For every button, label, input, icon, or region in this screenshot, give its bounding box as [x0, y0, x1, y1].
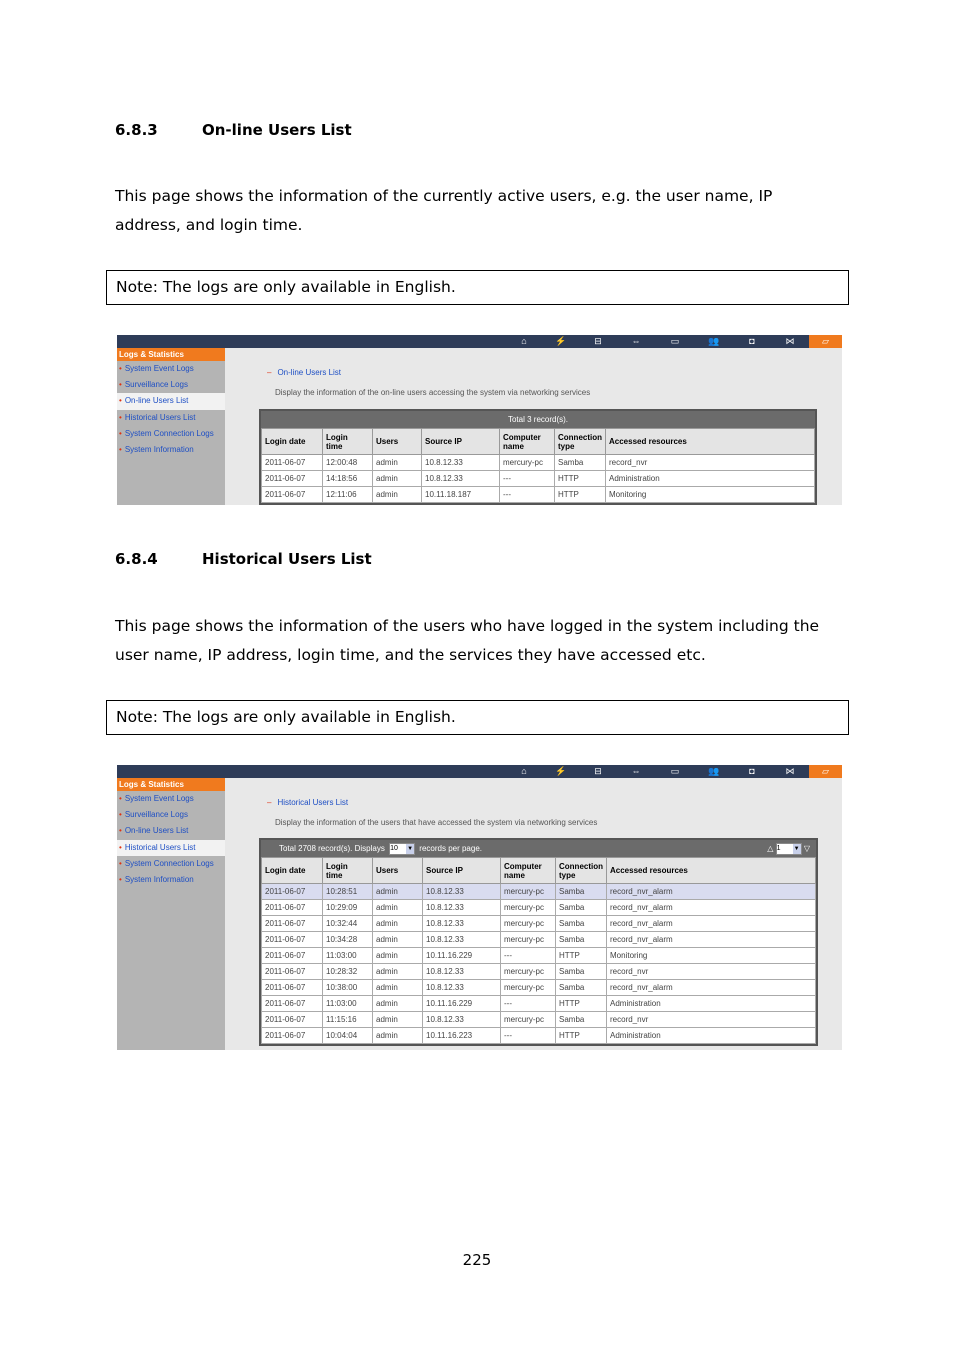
next-page-icon[interactable]: ▽: [803, 844, 810, 853]
table-cell: HTTP: [556, 1028, 607, 1044]
paragraph-line: This page shows the information of the currently active users, e.g. the user name, IP: [115, 187, 773, 205]
table-cell: admin: [373, 900, 423, 916]
page-nav: [767, 840, 810, 857]
online-users-table: [259, 409, 817, 505]
page-description: Display the information of the on-line users accessing the system via networking services: [275, 388, 591, 397]
per-page-label: records per page.: [419, 844, 482, 853]
table-cell: Administration: [606, 471, 815, 487]
section-number: 6.8.3: [115, 121, 158, 139]
section-heading-online-users: [115, 121, 352, 139]
column-header[interactable]: Source IP: [422, 429, 500, 455]
column-header[interactable]: Connection type: [555, 429, 606, 455]
table-row[interactable]: [262, 1028, 816, 1044]
table-row[interactable]: [262, 455, 815, 471]
table-cell: admin: [373, 964, 423, 980]
main-panel: [225, 778, 842, 1050]
table-cell: 10.8.12.33: [423, 916, 501, 932]
table-cell: 14:18:56: [323, 471, 373, 487]
table-cell: 2011-06-07: [262, 471, 323, 487]
table-cell: 2011-06-07: [262, 964, 323, 980]
paragraph-line: user name, IP address, login time, and the services they have accessed etc.: [115, 646, 706, 664]
table-cell: 10.8.12.33: [423, 900, 501, 916]
table-cell: admin: [373, 932, 423, 948]
table-row[interactable]: [262, 932, 816, 948]
table-cell: admin: [373, 1012, 423, 1028]
per-page-select[interactable]: 10 ▼: [389, 843, 415, 855]
breadcrumb: – On-line Users List: [267, 368, 342, 377]
table-cell: admin: [373, 980, 423, 996]
table-cell: Administration: [607, 1028, 816, 1044]
table-cell: mercury-pc: [501, 1012, 556, 1028]
column-header[interactable]: Login date: [262, 858, 323, 884]
table-cell: record_nvr_alarm: [607, 932, 816, 948]
table-cell: Administration: [607, 996, 816, 1012]
table-cell: admin: [373, 884, 423, 900]
table-cell: admin: [373, 996, 423, 1012]
table-cell: 2011-06-07: [262, 1012, 323, 1028]
sidebar-item-system-information[interactable]: • System Information: [119, 444, 194, 454]
table-cell: admin: [373, 471, 422, 487]
table-row[interactable]: [262, 996, 816, 1012]
sidebar-item-system-connection-logs[interactable]: • System Connection Logs: [119, 858, 214, 868]
table-cell: admin: [373, 948, 423, 964]
table-cell: Monitoring: [606, 487, 815, 503]
historical-users-screenshot: [117, 765, 842, 1050]
breadcrumb: – Historical Users List: [267, 798, 349, 807]
applications-icon[interactable]: ▭: [670, 336, 680, 346]
table-cell: Samba: [556, 980, 607, 996]
table-cell: 10.8.12.33: [423, 1012, 501, 1028]
section-heading-historical-users: [115, 550, 372, 568]
paragraph-line: This page shows the information of the users who have logged in the system including the: [115, 617, 820, 635]
sidebar-item-system-information[interactable]: • System Information: [119, 874, 194, 884]
table-cell: record_nvr_alarm: [607, 900, 816, 916]
table-cell: Samba: [556, 916, 607, 932]
column-header[interactable]: Accessed resources: [606, 429, 815, 455]
page-description: Display the information of the users that have accessed the system via networking services: [275, 818, 598, 827]
table-cell: 2011-06-07: [262, 900, 323, 916]
table-cell: 2011-06-07: [262, 455, 323, 471]
table-cell: HTTP: [555, 487, 606, 503]
top-toolbar: [117, 765, 842, 778]
table-cell: 2011-06-07: [262, 996, 323, 1012]
column-header[interactable]: Accessed resources: [607, 858, 816, 884]
table-cell: 2011-06-07: [262, 487, 323, 503]
table-cell: HTTP: [556, 948, 607, 964]
table-cell: 10.8.12.33: [423, 964, 501, 980]
section-paragraph: [115, 612, 855, 670]
home-icon[interactable]: ⌂: [521, 766, 527, 776]
pagination-bar: [261, 840, 816, 857]
section-paragraph: [115, 182, 855, 240]
table-cell: 10.8.12.33: [423, 884, 501, 900]
table-cell: 10:28:51: [323, 884, 373, 900]
table-row[interactable]: [262, 487, 815, 503]
table-cell: 10.11.16.229: [423, 948, 501, 964]
table-cell: 10.8.12.33: [423, 932, 501, 948]
network-service-icon[interactable]: ⇔: [631, 766, 641, 776]
backup-icon[interactable]: ◘: [749, 766, 755, 776]
sidebar-item-surveillance-logs[interactable]: • Surveillance Logs: [119, 380, 188, 390]
sidebar-item-system-event-logs[interactable]: • System Event Logs: [119, 364, 194, 373]
table-cell: Samba: [556, 884, 607, 900]
table-cell: record_nvr: [607, 1012, 816, 1028]
table-cell: 12:11:06: [323, 487, 373, 503]
table-cell: ---: [501, 948, 556, 964]
table-cell: 2011-06-07: [262, 884, 323, 900]
table-cell: 10:32:44: [323, 916, 373, 932]
users-icon[interactable]: 👥: [708, 766, 720, 776]
users-icon[interactable]: 👥: [708, 336, 720, 346]
table-cell: 10.11.18.187: [422, 487, 500, 503]
table-cell: 10:28:32: [323, 964, 373, 980]
table-cell: 2011-06-07: [262, 1028, 323, 1044]
table-cell: 11:03:00: [323, 996, 373, 1012]
table-cell: admin: [373, 487, 422, 503]
historical-users-table: [259, 838, 818, 1046]
table-cell: 2011-06-07: [262, 932, 323, 948]
table-row[interactable]: [262, 948, 816, 964]
column-header[interactable]: Computer name: [500, 429, 555, 455]
table-cell: 10:29:09: [323, 900, 373, 916]
table-cell: Samba: [555, 455, 606, 471]
table-cell: ---: [500, 487, 555, 503]
chevron-down-icon: ▼: [793, 845, 800, 852]
table-cell: ---: [501, 996, 556, 1012]
sidebar-title: Logs & Statistics: [117, 348, 225, 361]
network-icon[interactable]: ⚡: [555, 766, 567, 776]
table-cell: Samba: [556, 932, 607, 948]
logs-icon[interactable]: ⋈: [785, 766, 795, 776]
sidebar-item-historical-users-list[interactable]: • Historical Users List: [119, 412, 196, 422]
table-cell: 2011-06-07: [262, 980, 323, 996]
table-cell: mercury-pc: [501, 980, 556, 996]
column-header[interactable]: Login date: [262, 429, 323, 455]
note-box: Note: The logs are only available in English.: [106, 270, 849, 305]
sidebar-item-historical-users-list[interactable]: • Historical Users List: [117, 840, 225, 856]
table-row[interactable]: [262, 884, 816, 900]
table-cell: 10.8.12.33: [423, 980, 501, 996]
table-cell: Samba: [556, 964, 607, 980]
table-cell: 10:04:04: [323, 1028, 373, 1044]
table-row[interactable]: [262, 471, 815, 487]
device-icon[interactable]: ⊟: [594, 766, 602, 776]
home-icon[interactable]: ⌂: [521, 336, 527, 346]
table-cell: Samba: [556, 1012, 607, 1028]
record-count: Total 3 record(s).: [261, 411, 815, 428]
table-cell: admin: [373, 455, 422, 471]
column-header[interactable]: Source IP: [423, 858, 501, 884]
table-cell: record_nvr: [607, 964, 816, 980]
table-cell: admin: [373, 1028, 423, 1044]
column-header[interactable]: Computer name: [501, 858, 556, 884]
stats-icon[interactable]: ▱: [809, 765, 842, 778]
sidebar-item-system-connection-logs[interactable]: • System Connection Logs: [119, 428, 214, 438]
table-cell: 10.11.16.223: [423, 1028, 501, 1044]
sidebar-title: Logs & Statistics: [117, 778, 225, 791]
device-icon[interactable]: ⊟: [594, 336, 602, 346]
table-row[interactable]: [262, 980, 816, 996]
table-cell: 12:00:48: [323, 455, 373, 471]
table-cell: record_nvr_alarm: [607, 916, 816, 932]
page-number: 225: [462, 1251, 492, 1269]
table-cell: 2011-06-07: [262, 948, 323, 964]
main-panel: [225, 348, 842, 505]
table-cell: Monitoring: [607, 948, 816, 964]
sidebar: [117, 348, 225, 505]
table-cell: 11:03:00: [323, 948, 373, 964]
table-cell: 10.11.16.229: [423, 996, 501, 1012]
column-header[interactable]: Users: [373, 429, 422, 455]
table-cell: 2011-06-07: [262, 916, 323, 932]
sidebar: [117, 778, 225, 1050]
table-cell: mercury-pc: [501, 932, 556, 948]
network-icon[interactable]: ⚡: [555, 336, 567, 346]
section-number: 6.8.4: [115, 550, 158, 568]
sidebar-item-online-users-list[interactable]: • On-line Users List: [117, 393, 225, 409]
top-toolbar: [117, 335, 842, 348]
table-cell: record_nvr_alarm: [607, 884, 816, 900]
table-row[interactable]: [262, 916, 816, 932]
column-header[interactable]: Connection type: [556, 858, 607, 884]
column-header[interactable]: Login time: [323, 858, 373, 884]
table-cell: 10:34:28: [323, 932, 373, 948]
table-cell: HTTP: [555, 471, 606, 487]
applications-icon[interactable]: ▭: [670, 766, 680, 776]
online-users-screenshot: [117, 335, 842, 505]
page-select[interactable]: 1 ▼: [776, 843, 802, 855]
column-header[interactable]: Users: [373, 858, 423, 884]
record-count: Total 2708 record(s). Displays: [279, 844, 385, 853]
note-box: Note: The logs are only available in English.: [106, 700, 849, 735]
table-cell: 10:38:00: [323, 980, 373, 996]
table-cell: record_nvr: [606, 455, 815, 471]
column-header[interactable]: Login time: [323, 429, 373, 455]
table-cell: mercury-pc: [500, 455, 555, 471]
sidebar-item-surveillance-logs[interactable]: • Surveillance Logs: [119, 810, 188, 820]
table-cell: mercury-pc: [501, 964, 556, 980]
table-cell: HTTP: [556, 996, 607, 1012]
backup-icon[interactable]: ◘: [749, 336, 755, 346]
table-cell: Samba: [556, 900, 607, 916]
chevron-down-icon: ▼: [407, 845, 414, 852]
sidebar-item-system-event-logs[interactable]: • System Event Logs: [119, 794, 194, 803]
table-cell: ---: [501, 1028, 556, 1044]
table-cell: record_nvr_alarm: [607, 980, 816, 996]
section-title: Historical Users List: [202, 550, 372, 568]
stats-icon[interactable]: ▱: [809, 335, 842, 348]
table-cell: 10.8.12.33: [422, 455, 500, 471]
table-cell: admin: [373, 916, 423, 932]
table-cell: ---: [500, 471, 555, 487]
sidebar-item-online-users-list[interactable]: • On-line Users List: [119, 826, 189, 836]
section-title: On-line Users List: [202, 121, 352, 139]
table-cell: 11:15:16: [323, 1012, 373, 1028]
previous-page-icon[interactable]: △: [767, 844, 774, 853]
table-row[interactable]: [262, 964, 816, 980]
table-cell: mercury-pc: [501, 900, 556, 916]
table-cell: 10.8.12.33: [422, 471, 500, 487]
table-row[interactable]: [262, 900, 816, 916]
table-cell: mercury-pc: [501, 916, 556, 932]
table-cell: mercury-pc: [501, 884, 556, 900]
logs-icon[interactable]: ⋈: [785, 336, 795, 346]
table-row[interactable]: [262, 1012, 816, 1028]
paragraph-line: address, and login time.: [115, 216, 303, 234]
network-service-icon[interactable]: ⇔: [631, 336, 641, 346]
